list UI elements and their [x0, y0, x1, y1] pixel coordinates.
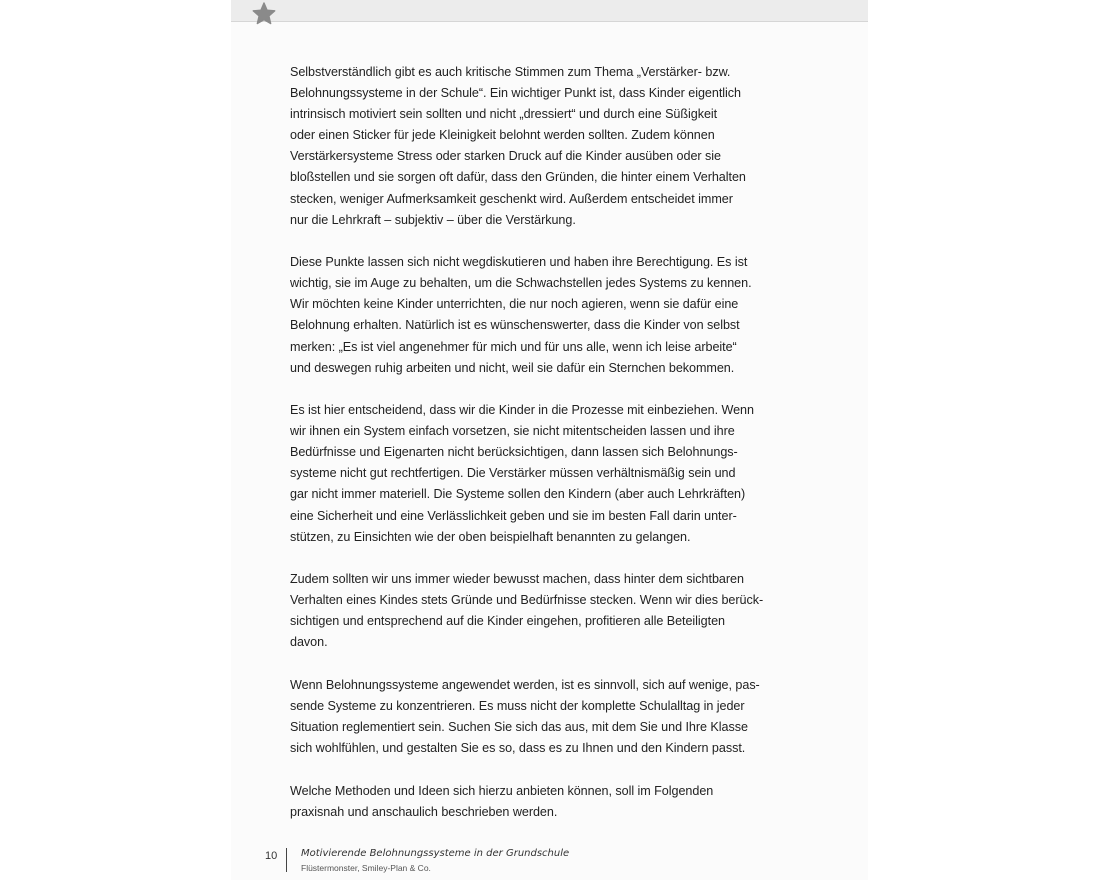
footer-book-title: Motivierende Belohnungssysteme in der Grundschule — [301, 848, 570, 859]
paragraph-line: Welche Methoden und Ideen sich hierzu anbieten können, soll im Folgenden — [290, 783, 714, 798]
document-page — [231, 0, 868, 880]
paragraph-line: sich wohlfühlen, und gestalten Sie es so, dass es zu Ihnen und den Kindern passt. — [290, 741, 746, 756]
paragraph-line: sende Systeme zu konzentrieren. Es muss nicht der komplette Schulalltag in jeder — [290, 699, 745, 713]
paragraph-line: stützen, zu Einsichten wie der oben beispielhaft benannten zu gelangen. — [290, 529, 691, 544]
paragraph-line: eine Sicherheit und eine Verlässlichkeit geben und sie im besten Fall darin unter- — [290, 508, 737, 523]
paragraph-line: sichtigen und entsprechend auf die Kinder eingehen, profitieren alle Beteiligten — [290, 614, 725, 629]
paragraph-line: Situation reglementiert sein. Suchen Sie sich das aus, mit dem Sie und Ihre Klasse — [290, 720, 748, 735]
page-number: 10 — [265, 850, 278, 862]
paragraph-line: Diese Punkte lassen sich nicht wegdiskutieren und haben ihre Berechtigung. Es ist — [290, 255, 748, 270]
star-icon — [250, 0, 278, 28]
paragraph-line: praxisnah und anschaulich beschrieben werden. — [290, 804, 558, 819]
paragraph-line: Bedürfnisse und Eigenarten nicht berücksichtigen, dann lassen sich Belohnungs- — [290, 445, 738, 460]
paragraph-line: wichtig, sie im Auge zu behalten, um die Schwachstellen jedes Systems zu kennen. — [290, 276, 752, 291]
paragraph-line: davon. — [290, 635, 328, 650]
paragraph-line: Belohnungssysteme in der Schule“. Ein wichtiger Punkt ist, dass Kinder eigentlich — [290, 86, 741, 101]
paragraph — [290, 252, 790, 379]
paragraph — [290, 569, 790, 653]
paragraph-line: stecken, weniger Aufmerksamkeit geschenkt wird. Außerdem entscheidet immer — [290, 191, 733, 206]
footer-book-subtitle: Flüstermonster, Smiley-Plan & Co. — [301, 863, 431, 873]
paragraph — [290, 781, 790, 823]
paragraph-line: bloßstellen und sie sorgen oft dafür, dass den Gründen, die hinter einem Verhalten — [290, 170, 746, 185]
paragraph — [290, 62, 790, 231]
body-text — [290, 62, 790, 844]
paragraph-line: wir ihnen ein System einfach vorsetzen, sie nicht mitentscheiden lassen und ihre — [290, 424, 735, 439]
paragraph-line: Belohnung erhalten. Natürlich ist es wünschenswerter, dass die Kinder von selbst — [290, 318, 740, 333]
paragraph-line: Verstärkersysteme Stress oder starken Druck auf die Kinder ausüben oder sie — [290, 149, 721, 164]
page-header-bar — [231, 0, 868, 22]
paragraph-line: Zudem sollten wir uns immer wieder bewusst machen, dass hinter dem sichtbaren — [290, 572, 744, 587]
paragraph-line: und deswegen ruhig arbeiten und nicht, weil sie dafür ein Sternchen bekommen. — [290, 360, 735, 375]
paragraph-line: merken: „Es ist viel angenehmer für mich und für uns alle, wenn ich leise arbeite“ — [290, 339, 737, 354]
paragraph-line: oder einen Sticker für jede Kleinigkeit belohnt werden sollten. Zudem können — [290, 128, 715, 143]
paragraph-line: Selbstverständlich gibt es auch kritische Stimmen zum Thema „Verstärker- bzw. — [290, 65, 731, 79]
footer-divider — [286, 848, 287, 872]
paragraph-line: nur die Lehrkraft – subjektiv – über die Verstärkung. — [290, 212, 576, 227]
paragraph-line: Verhalten eines Kindes stets Gründe und Bedürfnisse stecken. Wenn wir dies berück- — [290, 593, 764, 608]
star-icon-shape — [253, 3, 274, 24]
paragraph-line: Es ist hier entscheidend, dass wir die Kinder in die Prozesse mit einbeziehen. Wenn — [290, 403, 754, 418]
paragraph-line: intrinsisch motiviert sein sollten und nicht „dressiert“ und durch eine Süßigkeit — [290, 107, 718, 122]
paragraph — [290, 400, 790, 548]
paragraph — [290, 675, 790, 759]
paragraph-line: systeme nicht gut rechtfertigen. Die Verstärker müssen verhältnismäßig sein und — [290, 466, 736, 481]
paragraph-line: Wir möchten keine Kinder unterrichten, die nur noch agieren, wenn sie dafür eine — [290, 297, 739, 312]
paragraph-line: gar nicht immer materiell. Die Systeme sollen den Kindern (aber auch Lehrkräften) — [290, 487, 746, 502]
paragraph-line: Wenn Belohnungssysteme angewendet werden, ist es sinnvoll, sich auf wenige, pas- — [290, 677, 760, 692]
